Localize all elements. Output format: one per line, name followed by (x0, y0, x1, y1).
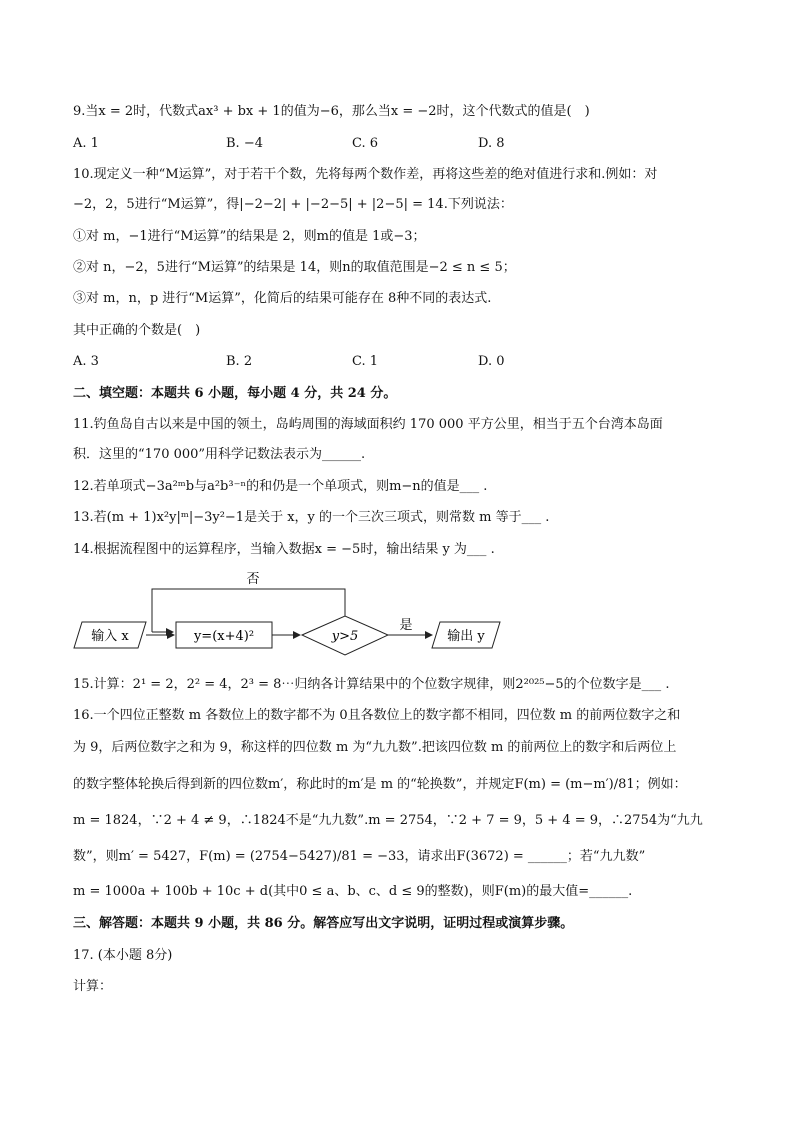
q10-option-a: A. 3 (73, 354, 99, 369)
q17-title: 17. (本小题 8分) (73, 948, 173, 963)
flow-loop-back (152, 589, 345, 632)
q9-stem: 9.当x = 2时，代数式ax³ + bx + 1的值为−6，那么当x = −2时，这个代数式的值是( ) (73, 104, 590, 119)
q10-line2: −2，2，5进行“M运算”，得|−2−2| + |−2−5| + |2−5| = 14.下列说法： (73, 197, 513, 212)
q9-option-c: C. 6 (352, 136, 379, 151)
section3-heading: 三、解答题：本题共 9 小题，共 86 分。解答应写出文字说明，证明过程或演算步骤。 (73, 916, 574, 931)
q16-line6: m = 1000a + 100b + 10c + d(其中0 ≤ a、b、c、d ≤ 9的整数)，则F(m)的最大值=______. (73, 884, 633, 899)
q10-line1: 10.现定义一种“M运算”，对于若干个数，先将每两个数作差，再将这些差的绝对值进行求和.例如：对 (73, 167, 658, 182)
q10-option-b: B. 2 (226, 354, 253, 369)
q10-statement2: ②对 n，−2，5进行“M运算”的结果是 14，则n的取值范围是−2 ≤ n ≤ 5； (73, 260, 516, 275)
flowchart (70, 566, 510, 666)
flow-output-label: 输出 y (447, 629, 485, 644)
q9-option-b: B. −4 (226, 136, 263, 151)
q9-option-d: D. 8 (478, 136, 505, 151)
q15: 15.计算：2¹ = 2，2² = 4，2³ = 8⋯归纳各计算结果中的个位数字规律，则2²⁰²⁵−5的个位数字是___ . (73, 677, 670, 692)
q13: 13.若(m + 1)x²y|ᵐ|−3y²−1是关于 x，y 的一个三次三项式，则常数 m 等于___ . (73, 510, 550, 525)
q16-line2: 为 9，后两位数字之和为 9，称这样的四位数 m 为“九九数”.把该四位数 m 的前两位上的数字和后两位上 (73, 740, 677, 755)
q12: 12.若单项式−3a²ᵐb与a²b³⁻ⁿ的和仍是一个单项式，则m−n的值是___ . (73, 479, 488, 494)
q10-question: 其中正确的个数是( ) (73, 323, 201, 338)
q16-line3: 的数字整体轮换后得到新的四位数m′，称此时的m′是 m 的“轮换数”，并规定F(m) = (m−m′)/81；例如： (73, 777, 687, 792)
section2-heading: 二、填空题：本题共 6 小题，每小题 4 分，共 24 分。 (73, 386, 397, 401)
flow-decision-label: y>5 (331, 629, 359, 644)
flow-yes-label: 是 (399, 618, 413, 633)
q10-option-c: C. 1 (352, 354, 379, 369)
flow-formula-label: y=(x+4)² (193, 629, 255, 644)
q17-calc-label: 计算： (73, 979, 113, 994)
q14: 14.根据流程图中的运算程序，当输入数据x = −5时，输出结果 y 为___ . (73, 542, 495, 557)
q16-line4: m = 1824，∵2 + 4 ≠ 9，∴1824不是“九九数”.m = 2754，∵2 + 7 = 9，5 + 4 = 9，∴2754为“九九 (73, 813, 703, 828)
q10-statement3: ③对 m，n，p 进行“M运算”，化简后的结果可能存在 8种不同的表达式. (73, 291, 492, 306)
flow-no-label: 否 (246, 572, 260, 587)
q11-line2: 积．这里的“170 000”用科学记数法表示为______. (73, 447, 366, 462)
q16-line5: 数”，则m′ = 5427，F(m) = (2754−5427)/81 = −33，请求出F(3672) = ______；若“九九数” (73, 849, 646, 864)
q9-option-a: A. 1 (73, 136, 99, 151)
flow-input-label: 输入 x (91, 629, 129, 644)
q11-line1: 11.钓鱼岛自古以来是中国的领土，岛屿周围的海域面积约 170 000 平方公里，相当于五个台湾本岛面 (73, 417, 663, 432)
q10-option-d: D. 0 (478, 354, 505, 369)
q16-line1: 16.一个四位正整数 m 各数位上的数字都不为 0且各数位上的数字都不相同，四位数 m 的前两位数字之和 (73, 708, 681, 723)
q10-statement1: ①对 m，−1进行“M运算”的结果是 2，则m的值是 1或−3； (73, 229, 426, 244)
